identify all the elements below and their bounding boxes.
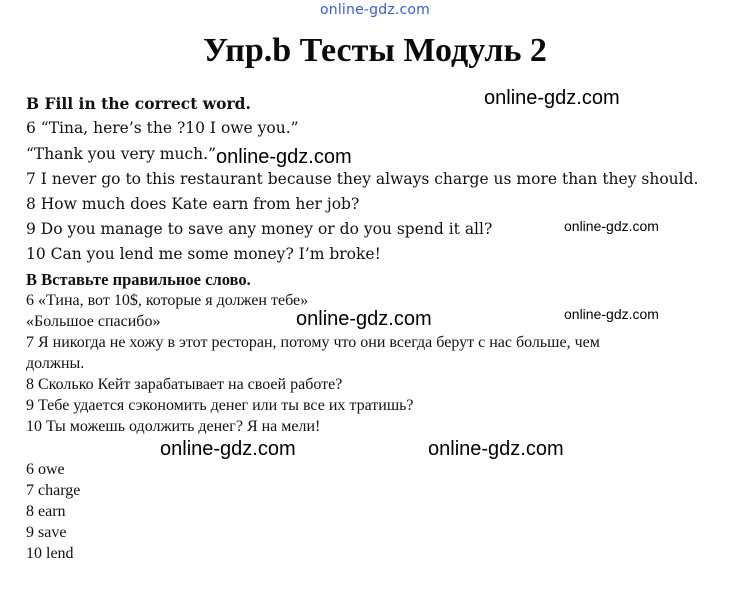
- russian-line-6-reply: «Большое спасибо»: [26, 313, 161, 330]
- russian-line-6: 6 «Тина, вот 10$, которые я должен тебе»: [26, 292, 309, 309]
- answer-9: 9 save: [26, 524, 67, 541]
- english-line-7: 7 I never go to this restaurant because they always charge us more than they should.: [26, 170, 699, 188]
- english-heading: B Fill in the correct word.: [26, 94, 251, 113]
- english-line-9: 9 Do you manage to save any money or do you spend it all?: [26, 220, 493, 238]
- english-line-10: 10 Can you lend me some money? I’m broke!: [26, 245, 381, 263]
- russian-line-8: 8 Сколько Кейт зарабатывает на своей работе?: [26, 376, 343, 393]
- watermark: online-gdz.com: [160, 438, 296, 460]
- russian-line-7-cont: должны.: [26, 355, 85, 372]
- answer-6: 6 owe: [26, 461, 65, 478]
- watermark: online-gdz.com: [484, 87, 620, 109]
- english-line-8: 8 How much does Kate earn from her job?: [26, 195, 360, 213]
- site-label-top: online-gdz.com: [319, 2, 431, 18]
- answer-7: 7 charge: [26, 482, 81, 499]
- page-title: Упр.b Тесты Модуль 2: [203, 32, 547, 69]
- russian-heading: B Вставьте правильное слово.: [26, 270, 251, 289]
- answer-10: 10 lend: [26, 545, 74, 562]
- watermark: online-gdz.com: [564, 218, 659, 234]
- english-line-6-reply: “Thank you very much.”: [26, 145, 217, 163]
- russian-line-10: 10 Ты можешь одолжить денег? Я на мели!: [26, 418, 321, 435]
- watermark: online-gdz.com: [564, 306, 659, 322]
- russian-line-7: 7 Я никогда не хожу в этот ресторан, потому что они всегда берут с нас больше, чем: [26, 334, 600, 351]
- watermark: online-gdz.com: [428, 438, 564, 460]
- answer-8: 8 earn: [26, 503, 66, 520]
- watermark: online-gdz.com: [296, 308, 432, 330]
- english-line-6: 6 “Tina, here’s the ?10 I owe you.”: [26, 119, 299, 137]
- russian-line-9: 9 Тебе удается сэкономить денег или ты все их тратишь?: [26, 397, 414, 414]
- watermark: online-gdz.com: [216, 146, 352, 168]
